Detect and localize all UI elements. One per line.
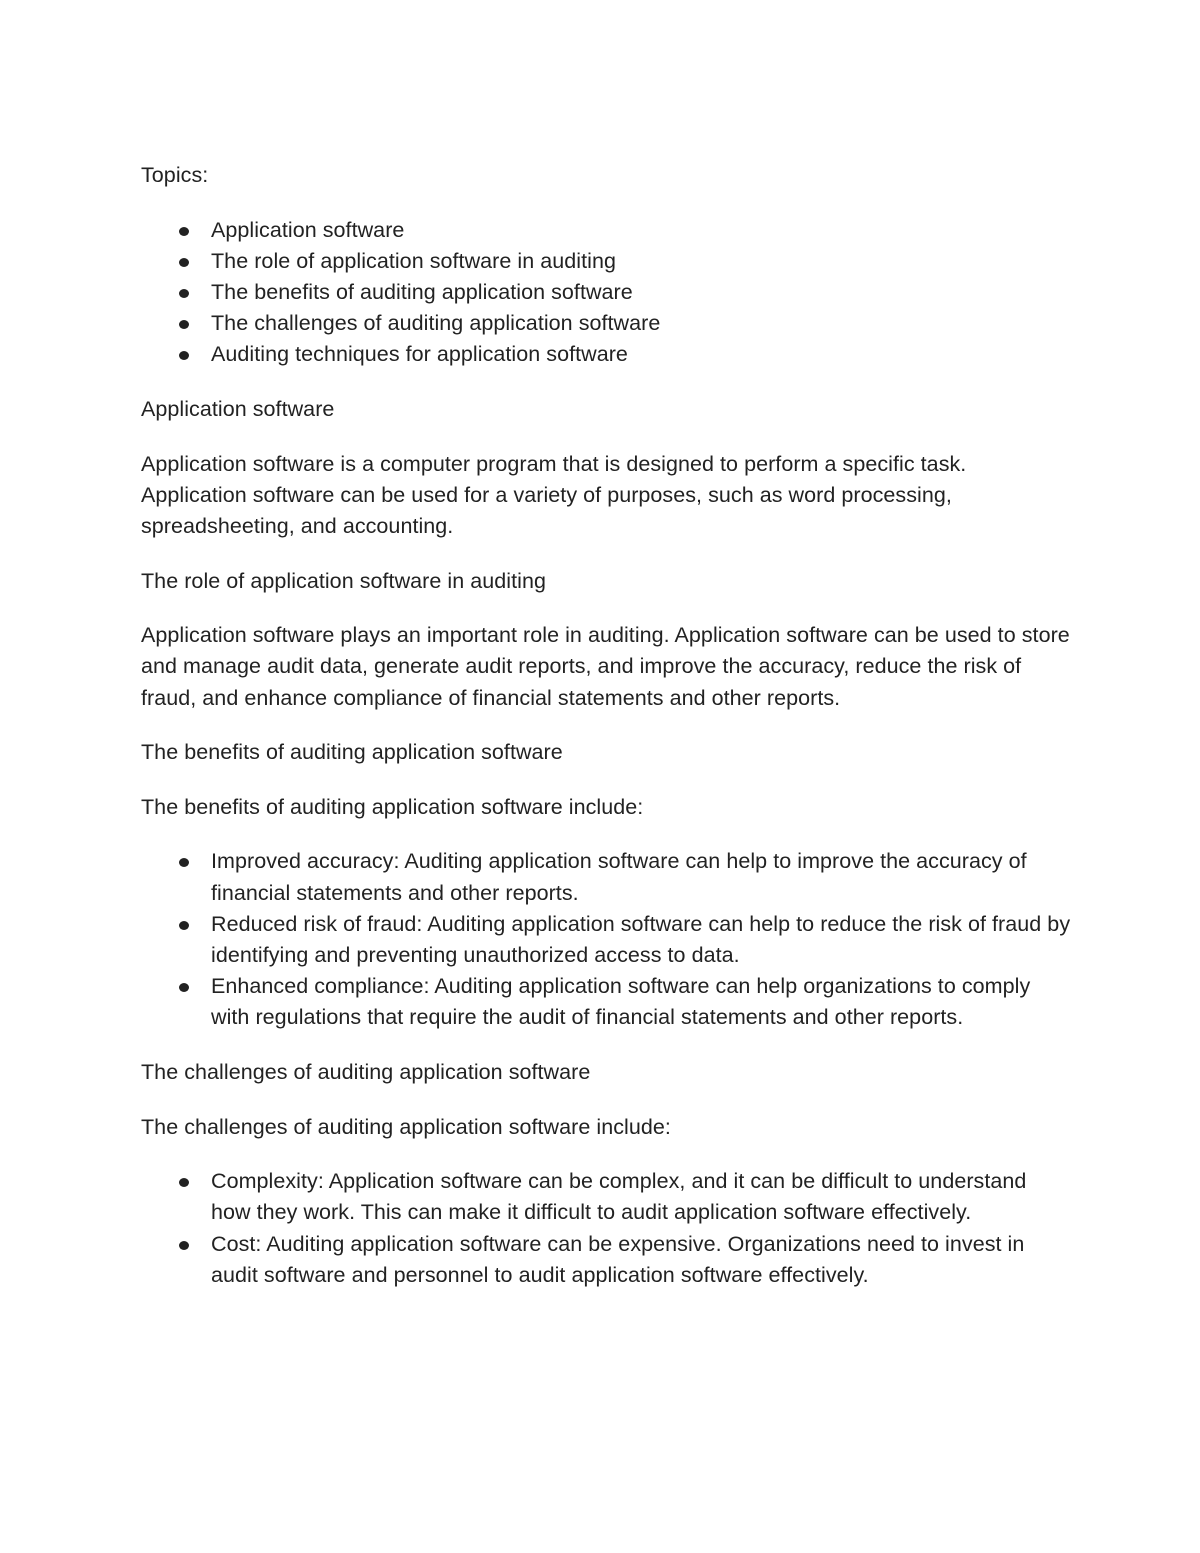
section-heading: The challenges of auditing application software (141, 1059, 591, 1084)
list-item (141, 846, 1071, 908)
topic-text: The challenges of auditing application software (211, 311, 661, 336)
list-item (141, 339, 1071, 370)
section-heading: The benefits of auditing application software (141, 740, 563, 765)
list-item (141, 1166, 1071, 1228)
benefit-text: Improved accuracy: Auditing application software can help to improve the accuracy of financial statements and other reports. (211, 849, 1027, 905)
topic-text: Application software (211, 217, 405, 242)
list-item (141, 909, 1071, 971)
challenge-text: Complexity: Application software can be complex, and it can be difficult to understand how they work. This can make it difficult to audit application software effectively. (211, 1169, 1027, 1225)
bullet-icon (179, 921, 189, 930)
bullet-icon (179, 351, 189, 360)
benefit-text: Enhanced compliance: Auditing application software can help organizations to comply with regulations that require the audit of financial statements and other reports. (211, 974, 1031, 1030)
section-body: Application software is a computer program that is designed to perform a specific task. Application software can be used for a variety of purposes, such as word processing, spreadsheeting, and accounting. (141, 451, 967, 538)
list-item (141, 971, 1071, 1033)
challenges-list (141, 1166, 1071, 1291)
section-intro: The challenges of auditing application software include: (141, 1114, 671, 1139)
topic-text: Auditing techniques for application software (211, 342, 628, 367)
list-item (141, 215, 1071, 246)
document-page (141, 160, 1071, 1314)
section-heading: Application software (141, 397, 335, 421)
bullet-icon (179, 258, 189, 267)
bullet-icon (179, 320, 189, 329)
topics-list (141, 215, 1071, 371)
bullet-icon (179, 1241, 189, 1250)
section-heading: The role of application software in auditing (141, 568, 546, 593)
benefit-text: Reduced risk of fraud: Auditing application software can help to reduce the risk of fraud by identifying and preventing unauthorized access to data. (211, 911, 1071, 967)
topic-text: The benefits of auditing application software (211, 280, 633, 304)
list-item (141, 1229, 1071, 1291)
benefits-list (141, 846, 1071, 1033)
section-intro: The benefits of auditing application software include: (141, 794, 644, 819)
list-item (141, 246, 1071, 277)
topic-text: The role of application software in auditing (211, 248, 616, 273)
list-item (141, 277, 1071, 308)
challenge-text: Cost: Auditing application software can be expensive. Organizations need to invest in audit software and personnel to audit application software effectively. (211, 1231, 1025, 1287)
section-body: Application software plays an important role in auditing. Application software can be used to store and manage audit data, generate audit reports, and improve the accuracy, reduce the risk of fraud, and enhance compliance of financial statements and other reports. (141, 623, 1070, 710)
list-item (141, 308, 1071, 339)
bullet-icon (179, 858, 189, 867)
bullet-icon (179, 983, 189, 992)
bullet-icon (179, 1178, 189, 1187)
topics-label: Topics: (141, 163, 209, 187)
bullet-icon (179, 227, 189, 236)
bullet-icon (179, 289, 189, 298)
